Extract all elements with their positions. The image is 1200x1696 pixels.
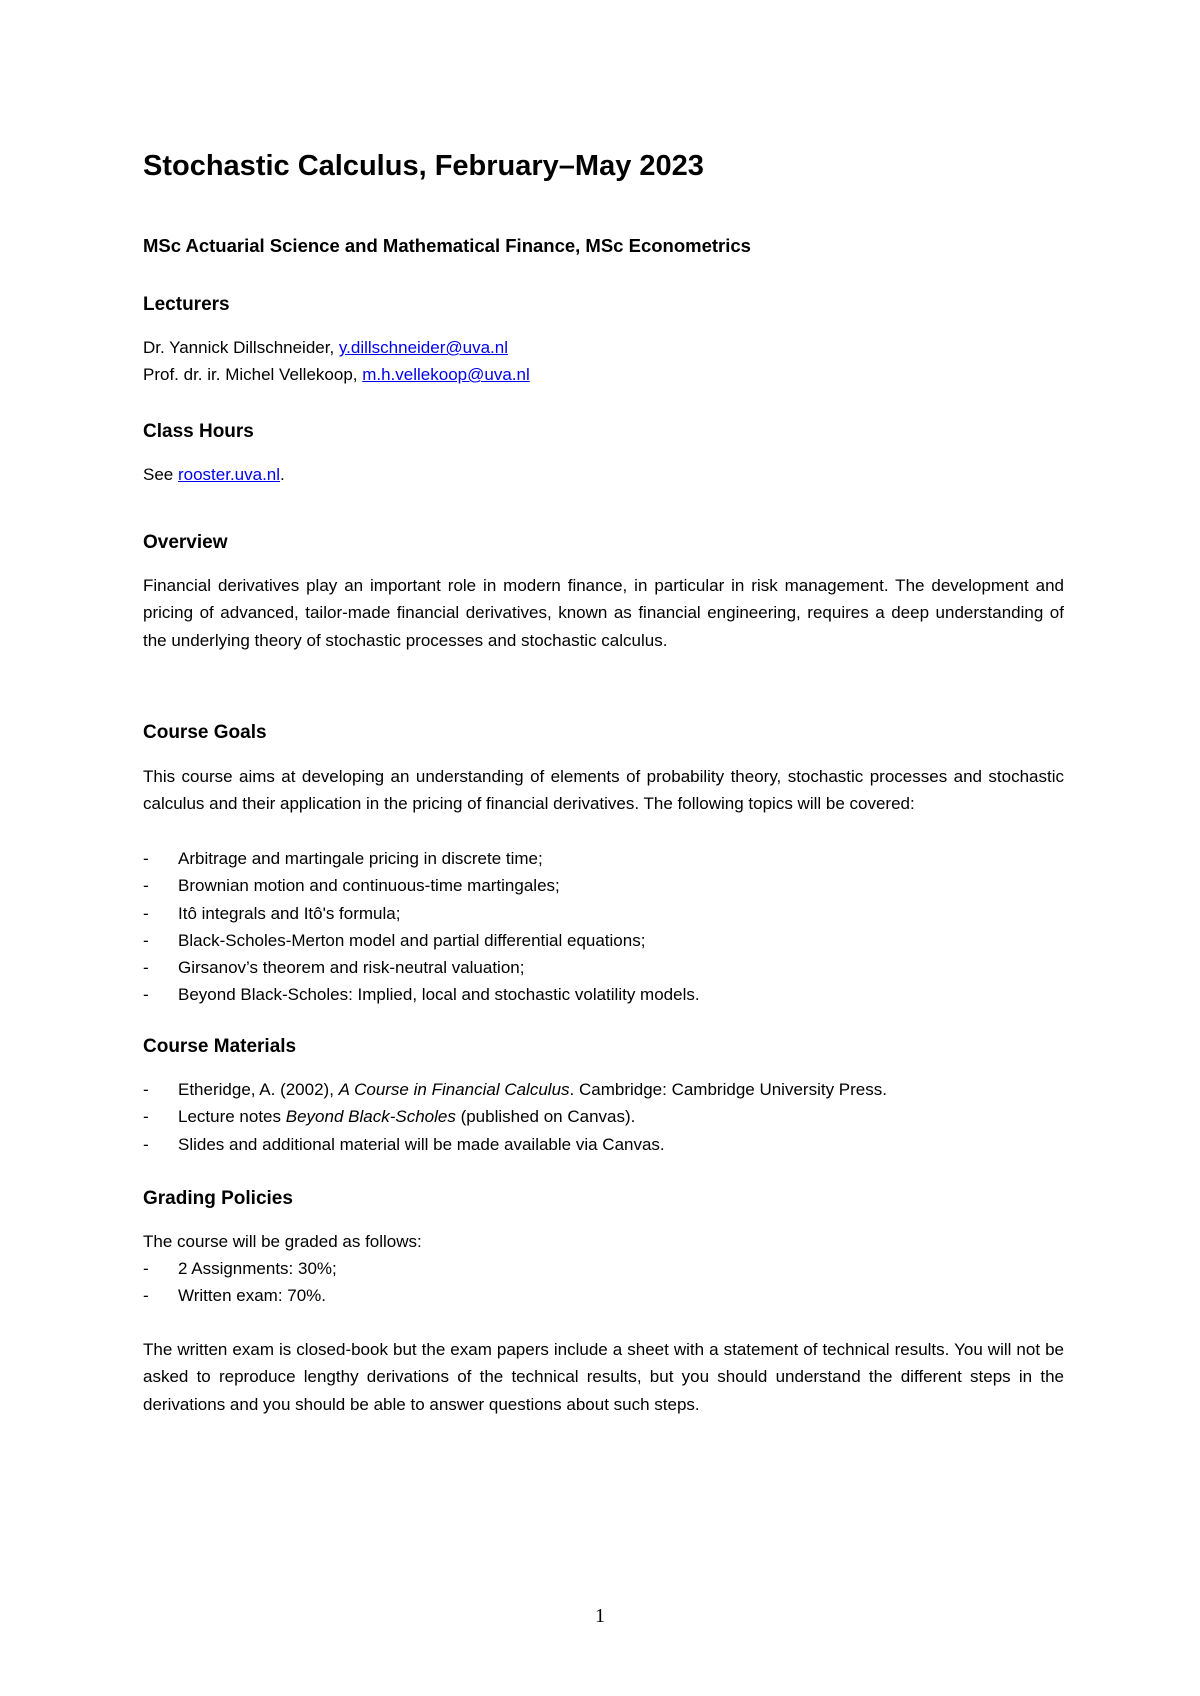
grading-list <box>143 1255 337 1310</box>
material-2-prefix: Lecture notes <box>178 1107 286 1127</box>
list-item: - 2 Assignments: 30%; <box>143 1255 337 1282</box>
overview-heading: Overview <box>143 532 228 553</box>
list-item: - Brownian motion and continuous-time martingales; <box>143 872 700 899</box>
course-materials-heading: Course Materials <box>143 1036 297 1057</box>
material-1-title: A Course in Financial Calculus <box>338 1080 570 1099</box>
list-item: - Black-Scholes-Merton model and partial differential equations; <box>143 927 700 954</box>
list-item: - Arbitrage and martingale pricing in discrete time; <box>143 845 700 872</box>
material-1-publisher: . Cambridge: Cambridge University Press. <box>569 1080 887 1099</box>
lecturer-1-name: Dr. Yannick Dillschneider, <box>143 338 339 357</box>
course-goals-paragraph: This course aims at developing an understanding of elements of probability theory, stochastic processes and stochastic calculus and their application in the pricing of financial derivatives. The following topics will be covered: <box>143 767 1064 814</box>
lecturer-2-email-link[interactable]: m.h.vellekoop@uva.nl <box>362 365 530 384</box>
overview-paragraph: Financial derivatives play an important role in modern finance, in particular in risk management. The development and pricing of advanced, tailor-made financial derivatives, known as financial engineering, requires a deep understanding of the underlying theory of stochastic processes and stochastic calculus. <box>143 576 1064 650</box>
list-item: - Slides and additional material will be made available via Canvas. <box>143 1131 887 1158</box>
lecturer-2 <box>143 361 530 388</box>
list-item <box>143 1103 887 1130</box>
material-1-author: Etheridge, A. (2002), <box>178 1080 339 1099</box>
lecturer-1 <box>143 334 508 361</box>
page-number: 1 <box>595 1605 605 1627</box>
exam-paragraph: The written exam is closed-book but the exam papers include a sheet with a statement of technical results. You will not be asked to reproduce lengthy derivations of the technical results, but you should understand the different steps in the derivations and you should be able to answer questions about such steps. <box>143 1340 1064 1414</box>
material-2-title: Beyond Black-Scholes <box>285 1107 456 1127</box>
class-hours-prefix: See <box>143 465 178 484</box>
materials-list <box>143 1076 887 1158</box>
material-2-suffix: (published on Canvas). <box>455 1107 636 1127</box>
course-goals-heading: Course Goals <box>143 722 267 743</box>
lecturer-2-name: Prof. dr. ir. Michel Vellekoop, <box>143 365 363 384</box>
grading-intro: The course will be graded as follows: <box>143 1232 422 1251</box>
class-hours-suffix: . <box>280 465 285 484</box>
list-item: - Written exam: 70%. <box>143 1282 337 1309</box>
rooster-link[interactable]: rooster.uva.nl <box>177 465 281 484</box>
class-hours-heading: Class Hours <box>143 421 254 442</box>
page-title: Stochastic Calculus, February–May 2023 <box>143 150 704 182</box>
list-item: - Itô integrals and Itô's formula; <box>143 900 700 927</box>
list-item <box>143 1076 887 1103</box>
program-subtitle: MSc Actuarial Science and Mathematical Finance, MSc Econometrics <box>143 235 751 256</box>
class-hours-text <box>143 461 285 488</box>
list-item: - Beyond Black-Scholes: Implied, local and stochastic volatility models. <box>143 981 700 1008</box>
grading-heading: Grading Policies <box>143 1188 293 1209</box>
topics-list <box>143 845 700 1009</box>
lecturer-1-email-link[interactable]: y.dillschneider@uva.nl <box>338 338 509 357</box>
lecturers-heading: Lecturers <box>143 294 230 315</box>
list-item: - Girsanov’s theorem and risk-neutral valuation; <box>143 954 700 981</box>
